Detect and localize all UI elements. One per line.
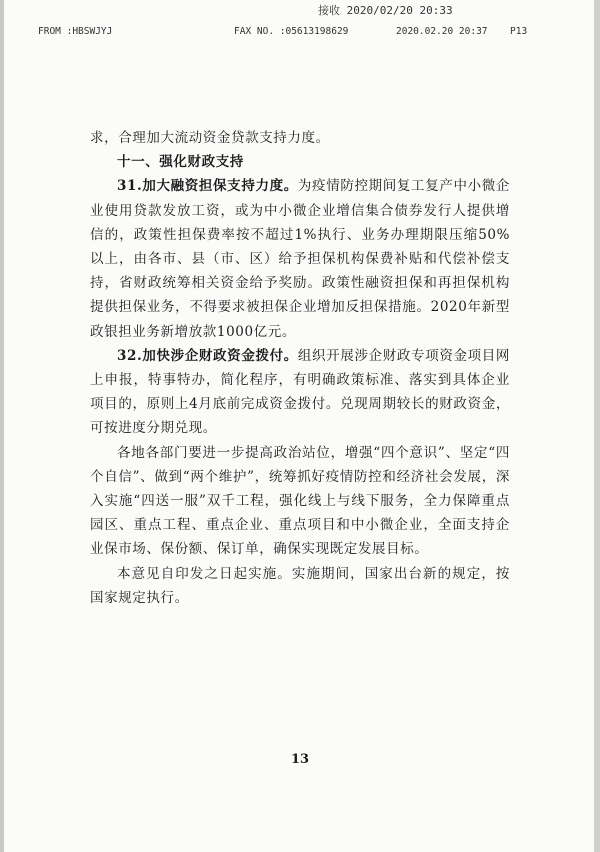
section-heading: 十一、强化财政支持 — [117, 154, 244, 171]
paragraph-32 — [90, 344, 510, 441]
paragraph-continuation: 求，合理加大流动资金贷款支持力度。 — [90, 130, 330, 146]
paragraph-effective: 本意见自印发之日起实施。实施期间，国家出台新的规定，按国家规定执行。 — [90, 565, 510, 606]
scan-edge-left — [0, 0, 4, 852]
received-stamp: 接收 2020/02/20 20:33 — [318, 4, 453, 17]
paragraph-requirements: 各地各部门要进一步提高政治站位，增强“四个意识”、坚定“四个自信”、做到“两个维护”，统筹抓好疫情防控和经济社会发展，深入实施“四送一服”双千工程，强化线上与线下服务，全力保障重点园区、重点工程、重点企业、重点项目和中小微企业，全面支持企业保市场、保份额、保订单，确保实现既定发展目标。 — [90, 444, 510, 558]
fax-datetime: 2020.02.20 20:37 — [396, 26, 488, 37]
fax-number: FAX NO. :05613198629 — [234, 26, 349, 37]
paragraph-31-lead: 31.加大融资担保支持力度。 — [117, 178, 298, 195]
document-body — [90, 126, 510, 610]
scan-edge-right — [594, 0, 600, 852]
paragraph-32-lead: 32.加快涉企财政资金拨付。 — [117, 347, 298, 364]
paragraph-31 — [90, 174, 510, 343]
page-number: 13 — [290, 752, 310, 767]
fax-from: FROM :HBSWJYJ — [38, 26, 113, 37]
paragraph-32-text: 组织开展涉企财政专项资金项目网上申报，特事特办，简化程序，有明确政策标准、落实到具体企业项目的，原则上4月底前完成资金拨付。兑现周期较长的财政资金，可按进度分期兑现。 — [90, 347, 511, 437]
fax-page: P13 — [510, 26, 528, 37]
paragraph-31-text: 为疫情防控期间复工复产中小微企业使用贷款发放工资，或为中小微企业增信集合债券发行人提供增信的，政策性担保费率按不超过1%执行、业务办理期限压缩50%以上，由各市、县（市、区）给予担保机构保费补贴和代偿补偿支持，省财政统筹相关资金给予奖励。政策性融资担保和再担保机构提供担保业务，不得要求被担保企业增加反担保措施。2020年新型政银担业务新增放款1000亿元。 — [90, 178, 511, 340]
